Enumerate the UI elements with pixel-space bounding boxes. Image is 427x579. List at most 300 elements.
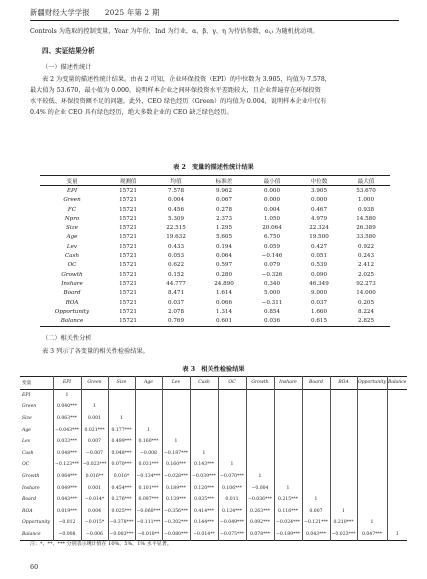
table-cell: 0.037 (167, 299, 184, 306)
table-cell: 2.078 (167, 308, 184, 315)
table-cell: 0.456 (167, 206, 184, 213)
table-cell (246, 436, 274, 448)
table-cell (190, 389, 218, 401)
row-variable-label: Lev (66, 243, 78, 250)
table-cell: 0.278 (215, 206, 232, 213)
table-cell: 20.064 (262, 225, 282, 232)
table-cell (190, 436, 218, 448)
table-cell: 0.079 (263, 262, 280, 269)
table-cell: 1.295 (215, 225, 232, 232)
table-cell: −0.311 (261, 299, 283, 306)
table-cell: 0.037 (310, 299, 327, 306)
table-cell: 1.314 (215, 308, 232, 315)
table-cell: 0.467 (310, 206, 327, 213)
table-cell: −0.004 (246, 482, 274, 494)
table-row (40, 196, 390, 205)
table-row (20, 529, 407, 541)
table-cell (274, 401, 302, 413)
table-cell (274, 424, 302, 436)
table-cell: 0.414*** (190, 506, 218, 518)
table-cell: −0.014* (81, 494, 108, 506)
table-cell (357, 506, 387, 518)
subsection-1-title: （一）描述性统计 (42, 64, 92, 71)
table-cell: 0.499*** (108, 436, 135, 448)
table-cell: −0.326 (261, 271, 283, 278)
table-cell: 0.427 (310, 243, 327, 250)
table-cell: −0.189*** (274, 529, 302, 541)
table-cell: 0.033*** (53, 436, 81, 448)
table-cell (387, 494, 407, 506)
significance-note: 注：*、**、*** 分别表示统计值在 10%、5%、1% 水平显著。 (30, 541, 172, 547)
table-cell: −0.006 (81, 529, 108, 541)
table-cell: −0.007 (81, 448, 108, 460)
table-cell: 15721 (119, 271, 137, 278)
row-variable-label: Cash (20, 448, 53, 460)
table-cell: 1 (218, 459, 246, 471)
table-cell: 22.324 (309, 225, 329, 232)
table-row (20, 436, 407, 448)
table-cell: 0.177*** (108, 424, 135, 436)
table-2-header-标准差: 标准差 (215, 178, 233, 185)
table-cell: 0.601 (215, 318, 232, 325)
table-cell: 0.189*** (162, 482, 190, 494)
table-cell: 1 (246, 471, 274, 483)
table-cell (357, 494, 387, 506)
table-cell: 0.116*** (274, 506, 302, 518)
table-cell (387, 413, 407, 425)
row-variable-label: Opportunity (20, 517, 53, 529)
table-cell (330, 424, 357, 436)
table-cell (190, 401, 218, 413)
table-cell: 3.905 (310, 187, 327, 194)
table-cell: 2.373 (215, 215, 232, 222)
table-3-header-board: Board (302, 377, 330, 390)
table-3-header-green: Green (81, 377, 108, 390)
subsection-2-title: （二）相关性分析 (42, 335, 92, 342)
table-3-header-cash: Cash (190, 377, 218, 390)
table-cell: 5.000 (263, 290, 280, 297)
table-cell: 15721 (119, 318, 137, 325)
table-cell: 0.048*** (53, 448, 81, 460)
table-cell: 0.021*** (81, 424, 108, 436)
table-cell: 1.660 (310, 308, 327, 315)
descriptive-paragraph-line-2: 最大值为 53.670，最小值为 0.000，说明样本企业之间环保投资水平差距较大，且企业普遍存在环保投资 (30, 87, 321, 94)
table-cell: 0.243 (357, 253, 374, 260)
table-cell: 1 (53, 389, 81, 401)
table-cell: 0.000 (263, 187, 280, 194)
table-cell: 1 (135, 424, 162, 436)
table-cell: −0.060*** (135, 506, 162, 518)
table-cell: −0.075*** (218, 529, 246, 541)
table-cell: 24.890 (214, 280, 234, 287)
table-cell: 15721 (119, 234, 137, 241)
table-cell (357, 413, 387, 425)
table-cell (135, 413, 162, 425)
table-cell: −0.014** (190, 529, 218, 541)
table-cell: 0.101*** (135, 482, 162, 494)
table-cell: 0.049*** (53, 482, 81, 494)
table-cell: 92.273 (356, 280, 376, 287)
table-row (40, 223, 390, 232)
table-cell: 1.050 (263, 215, 280, 222)
table-3-header-growth: Growth (246, 377, 274, 390)
row-variable-label: Lev (20, 436, 53, 448)
table-cell: 2.825 (357, 318, 374, 325)
table-row (40, 279, 390, 288)
table-cell (357, 389, 387, 401)
table-cell: 0.152 (167, 271, 184, 278)
table-cell: 0.340 (263, 280, 280, 287)
table-cell (190, 413, 218, 425)
row-variable-label: ROA (65, 299, 79, 306)
table-cell (302, 401, 330, 413)
table-cell: 15721 (119, 243, 137, 250)
row-variable-label: Balance (20, 529, 53, 541)
section-4-title: 四、实证结果分析 (42, 47, 95, 55)
table-cell: 0.070*** (108, 459, 135, 471)
table-cell: 0.067 (215, 197, 232, 204)
table-cell: −0.018** (135, 529, 162, 541)
table-row (20, 448, 407, 460)
table-row (20, 459, 407, 471)
table-cell (330, 436, 357, 448)
journal-issue: 2025 年第 2 期 (104, 8, 160, 17)
table-cell: 1 (162, 436, 190, 448)
table-cell (162, 413, 190, 425)
table-cell: 33.580 (356, 234, 376, 241)
header-rule (30, 20, 399, 21)
table-cell: 15721 (119, 308, 137, 315)
row-variable-label: OC (20, 459, 53, 471)
table-cell: 0.040*** (53, 401, 81, 413)
table-cell: 0.205 (357, 299, 374, 306)
table-cell (218, 448, 246, 460)
table-cell (330, 389, 357, 401)
table-cell: 0.025*** (108, 506, 135, 518)
table-3-header-balance: Balance (387, 380, 407, 386)
table-cell (190, 424, 218, 436)
table-cell (218, 389, 246, 401)
table-cell (387, 482, 407, 494)
table-cell (387, 436, 407, 448)
row-variable-label: EPI (66, 187, 78, 194)
table-cell (387, 401, 407, 413)
table-3-header-oc: OC (218, 377, 246, 390)
row-variable-label: Growth (61, 271, 83, 278)
table-cell: −0.039*** (190, 471, 218, 483)
table-3-header-row (20, 377, 407, 390)
table-cell: −0.023*** (81, 459, 108, 471)
table-cell: 0.922 (357, 243, 374, 250)
table-cell: −0.043*** (53, 424, 81, 436)
table-2-header-中位数: 中位数 (310, 178, 328, 185)
table-cell: −0.008 (135, 448, 162, 460)
table-cell: 0.092*** (246, 517, 274, 529)
row-variable-label: Board (63, 290, 81, 297)
table-cell (302, 482, 330, 494)
table-cell (274, 459, 302, 471)
table-cell: 0.007 (302, 506, 330, 518)
table-cell (357, 471, 387, 483)
table-cell: 7.578 (167, 187, 184, 194)
table-cell: −0.378*** (108, 517, 135, 529)
table-cell (246, 401, 274, 413)
table-cell: 0.263*** (246, 506, 274, 518)
table-cell: 53.670 (356, 187, 376, 194)
row-variable-label: Growth (20, 471, 53, 483)
table-row (40, 289, 390, 298)
table-cell (330, 401, 357, 413)
table-row (20, 506, 407, 518)
table-row (40, 251, 390, 260)
table-cell: 1 (395, 532, 399, 538)
table-2-header-row (40, 176, 390, 186)
intro-line: Controls 为选取的控制变量，Year 为年份，Ind 为行业，α、β、γ、η 为待估参数，eᵢ,ₜ 为随机扰动项。 (30, 28, 319, 35)
table-cell (357, 424, 387, 436)
table-cell (387, 471, 407, 483)
descriptive-paragraph-line-3: 水平较低、环保投资额不足的问题。此外，CEO 绿色经历（Green）的均值为 0.004，说明样本企业中仅有 (30, 98, 327, 105)
table-cell: 0.007 (81, 436, 108, 448)
table-cell: 0.036 (263, 318, 280, 325)
table-cell: 0.854 (263, 308, 280, 315)
table-cell: 0.160*** (162, 459, 190, 471)
table-3-correlation-matrix (20, 376, 407, 541)
table-cell: 0.043*** (53, 494, 81, 506)
table-cell: 44.777 (166, 280, 186, 287)
table-cell: −0.023*** (330, 529, 357, 541)
journal-name: 新疆财经大学学报 (30, 8, 90, 17)
table-cell: 1 (274, 482, 302, 494)
table-cell: 0.004 (167, 197, 184, 204)
table-cell: 26.389 (356, 225, 376, 232)
table-cell (246, 448, 274, 460)
table-row (40, 298, 390, 307)
table-cell: 0.019*** (53, 506, 81, 518)
table-cell (357, 448, 387, 460)
table-3-header-age: Age (135, 377, 162, 390)
table-cell: 0.016* (108, 471, 135, 483)
row-variable-label: Age (66, 234, 78, 241)
table-2-header-最小值: 最小值 (263, 178, 281, 185)
row-variable-label: Green (63, 197, 81, 204)
table-cell: 0.000 (263, 197, 280, 204)
page-number: 60 (30, 563, 39, 571)
table-cell: 0.016** (81, 471, 108, 483)
table-cell (274, 448, 302, 460)
table-row (40, 316, 390, 326)
table-cell: 15721 (119, 280, 137, 287)
table-cell: −0.015* (81, 517, 108, 529)
table-cell (135, 389, 162, 401)
table-cell: 46.349 (309, 280, 329, 287)
table-cell: 0.454*** (108, 482, 135, 494)
row-variable-label: ROA (20, 506, 53, 518)
table-row (20, 424, 407, 436)
table-cell (302, 459, 330, 471)
table-cell: 15721 (119, 290, 137, 297)
row-variable-label: Npro (64, 215, 80, 222)
table-cell: 0.938 (357, 206, 374, 213)
table-cell (330, 471, 357, 483)
table-cell (246, 413, 274, 425)
table-row (20, 401, 407, 413)
table-cell: 1 (81, 401, 108, 413)
table-cell: 15721 (119, 262, 137, 269)
table-row (20, 389, 407, 401)
table-cell: 0.139*** (162, 494, 190, 506)
table-cell (387, 424, 407, 436)
row-variable-label: Size (66, 225, 78, 232)
row-variable-label: Size (20, 413, 53, 425)
table-cell (330, 413, 357, 425)
table-cell: 6.750 (263, 234, 280, 241)
table-cell (387, 506, 407, 518)
table-row (40, 242, 390, 251)
table-cell: 1 (108, 413, 135, 425)
table-row (40, 186, 390, 196)
table-cell: 15721 (119, 215, 137, 222)
table-cell: 15721 (119, 206, 137, 213)
table-2-header-均值: 均值 (170, 178, 182, 185)
table-cell (246, 459, 274, 471)
table-cell: 0.059 (263, 243, 280, 250)
table-cell: 0.539 (310, 262, 327, 269)
table-cell: 8.471 (167, 290, 184, 297)
table-cell: 15721 (119, 299, 137, 306)
row-variable-label: Inshare (20, 482, 53, 494)
table-row (20, 471, 407, 483)
table-cell: 9.000 (310, 290, 327, 297)
table-3-header-variable: 变量 (20, 377, 53, 390)
table-cell (330, 448, 357, 460)
table-cell: 0.276*** (108, 494, 135, 506)
table-row (20, 517, 407, 529)
row-variable-label: Cash (64, 253, 80, 260)
table-cell (302, 424, 330, 436)
table-cell (330, 494, 357, 506)
table-cell: 15721 (119, 187, 137, 194)
table-cell (387, 517, 407, 529)
table-cell (162, 401, 190, 413)
table-cell: 0.078*** (246, 529, 274, 541)
table-3-header-size: Size (108, 377, 135, 390)
table-cell: 0.120*** (190, 482, 218, 494)
table-row (40, 233, 390, 242)
correlation-paragraph: 表 3 列示了各变量的相关性检验结果。 (42, 348, 149, 355)
table-cell (302, 389, 330, 401)
table-cell (274, 471, 302, 483)
table-cell: 0.433 (167, 243, 184, 250)
table-cell (302, 448, 330, 460)
table-cell: −0.012 (53, 517, 81, 529)
table-cell: −0.049*** (218, 517, 246, 529)
table-cell: 19.632 (166, 234, 186, 241)
table-cell: 0.066 (215, 299, 232, 306)
table-cell: −0.070*** (218, 471, 246, 483)
table-2-descriptive-statistics (40, 175, 390, 327)
table-2-header-观测值: 观测值 (119, 178, 137, 185)
table-cell: 1 (190, 448, 218, 460)
table-row (20, 482, 407, 494)
table-3-header-lev: Lev (162, 377, 190, 390)
table-cell: −0.028*** (162, 471, 190, 483)
table-cell (330, 459, 357, 471)
table-row (40, 307, 390, 316)
row-variable-label: OC (67, 262, 77, 269)
table-cell: 0.106*** (218, 482, 246, 494)
table-cell: 0.622 (167, 262, 184, 269)
table-cell (274, 436, 302, 448)
table-cell: −0.356*** (162, 506, 190, 518)
row-variable-label: EPI (20, 389, 53, 401)
table-row (20, 413, 407, 425)
table-3-body (20, 389, 407, 541)
table-cell (218, 413, 246, 425)
table-cell: 0.210*** (330, 517, 357, 529)
table-cell: −0.024*** (274, 517, 302, 529)
table-cell: 0.011 (218, 494, 246, 506)
table-cell: 0.215*** (274, 494, 302, 506)
table-cell: 14.000 (356, 290, 376, 297)
table-cell (218, 436, 246, 448)
table-cell: 0.280 (215, 271, 232, 278)
table-cell: −0.008 (53, 529, 81, 541)
row-variable-label: Balance (60, 318, 84, 325)
row-variable-label: Inshare (61, 280, 83, 287)
table-cell: 0.000 (310, 197, 327, 204)
table-cell: 0.143*** (190, 459, 218, 471)
row-variable-label: FC (67, 206, 77, 213)
table-cell: 15721 (119, 253, 137, 260)
table-cell: 9.962 (215, 187, 232, 194)
table-cell: 22.515 (166, 225, 186, 232)
table-cell (302, 471, 330, 483)
table-cell: 0.769 (167, 318, 184, 325)
table-3-header-inshare: Inshare (274, 377, 302, 390)
table-cell: 0.001 (81, 413, 108, 425)
table-cell (330, 482, 357, 494)
table-cell: 0.048*** (108, 448, 135, 460)
table-row (40, 270, 390, 279)
table-cell: 0.035*** (190, 494, 218, 506)
table-cell: 0.090 (310, 271, 327, 278)
descriptive-paragraph-line-1: 表 2 为变量的描述性统计结果。由表 2 可知，企业环保投资（EPI）的中位数为 3.905，均值为 7.578， (42, 76, 331, 83)
table-cell: 0.144*** (190, 517, 218, 529)
table-cell: 1 (302, 494, 330, 506)
table-cell: 0.031*** (135, 459, 162, 471)
table-cell: 0.194 (215, 243, 232, 250)
table-cell: 1.614 (215, 290, 232, 297)
table-cell: 0.615 (310, 318, 327, 325)
row-variable-label: Age (20, 424, 53, 436)
table-cell: 2.412 (357, 262, 374, 269)
table-cell: 5.309 (167, 215, 184, 222)
table-cell: −0.036*** (246, 494, 274, 506)
row-variable-label: Opportunity (54, 308, 90, 315)
table-cell: 0.004 (81, 506, 108, 518)
table-cell: 0.064 (215, 253, 232, 260)
table-cell (302, 413, 330, 425)
table-cell (246, 424, 274, 436)
table-row (40, 214, 390, 223)
table-cell: 0.124*** (218, 506, 246, 518)
table-2-header-最大值: 最大值 (357, 178, 375, 185)
descriptive-paragraph-line-4: 0.4% 的企业 CEO 具有绿色经历，绝大多数企业的 CEO 缺乏绿色经历。 (30, 109, 233, 116)
table-cell (162, 389, 190, 401)
table-cell (387, 448, 407, 460)
table-3-header-epi: EPI (53, 377, 81, 390)
table-cell: −0.134*** (135, 471, 162, 483)
